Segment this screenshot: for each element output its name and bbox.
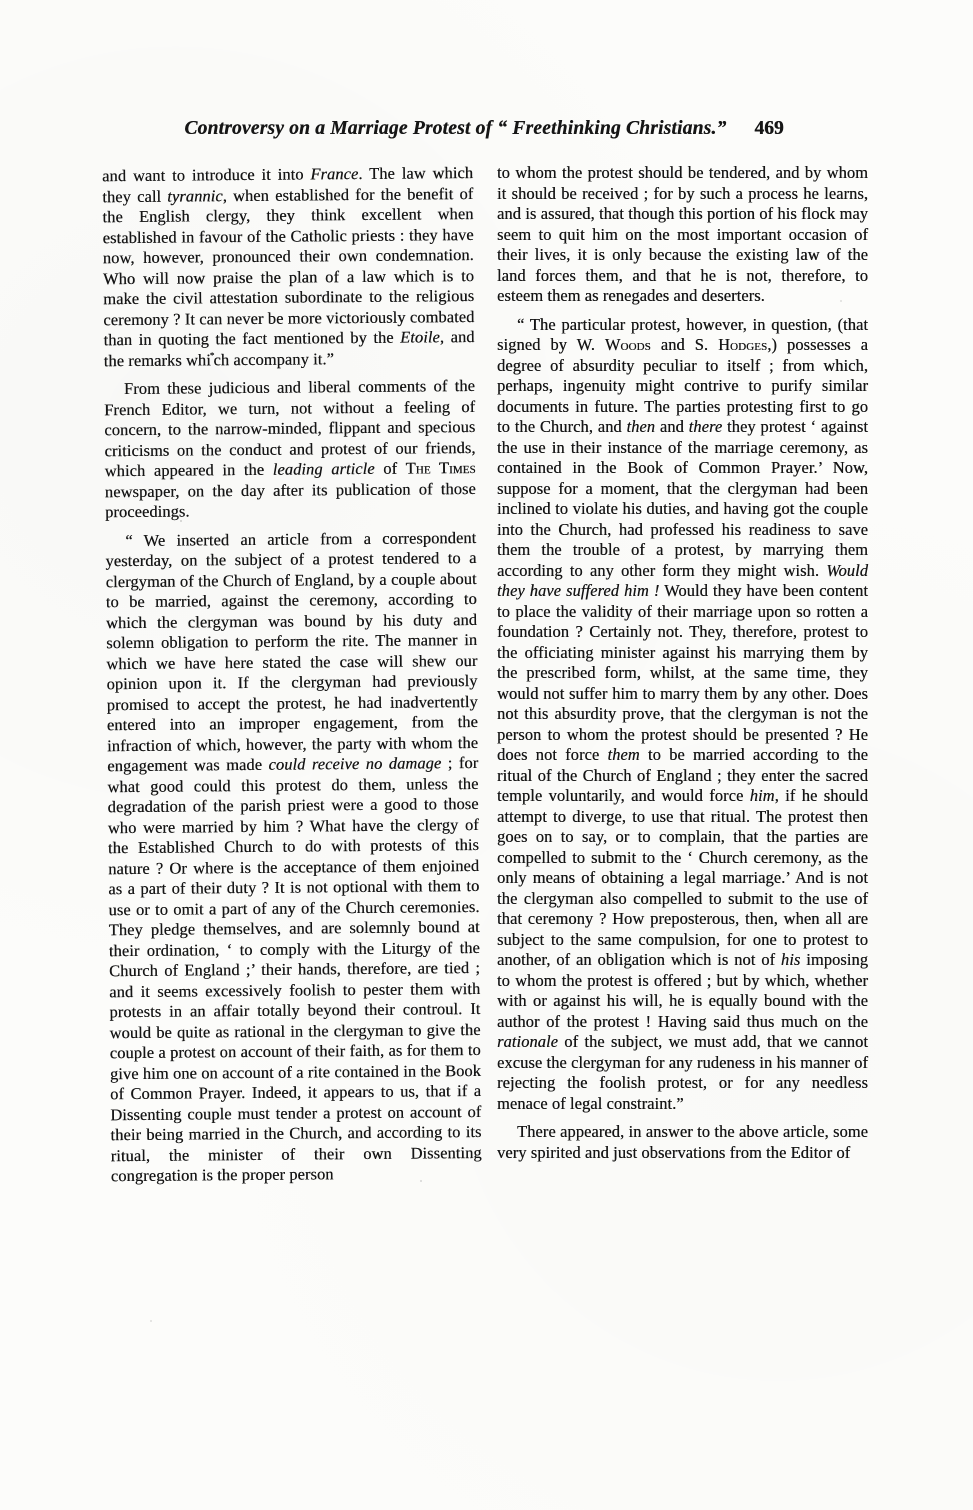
right-paragraph-2: “ The particular protest, however, in question, (that signed by W. Woods and S. Hodges,) possesses a degree of absurdity peculiar to itself ; from which, perhaps, ingenuity might contrive to purify similar documents in future. The parties protesting first to go to the Church, and then and there they protest ‘ against the use in their instance of the marriage ceremony, as contained in the Book of Common Prayer.’ Now, suppose for a moment, that the clergyman had been inclined to violate his duties, and having got the couple into the Church, had professed his readiness to save them the trouble of a protest, by marrying them according to any other form they might wish. Would they have suffered him ! Would they have been content to place the validity of their marriage upon so rotten a foundation ? Certainly not. They, therefore, protest to the officiating minister against his marrying them by the prescribed form, whilst, at the same time, they would not suffer him to marry them by any other. Does not this absurdity prove, that the clergyman is not the person to whom the protest should be presented ? He does not force them to be married according to the ritual of the Church of England ; they enter the sacred temple voluntarily, and would force him, if he should attempt to diverge, to use that ritual. The protest then goes on to say, or to complain, that the parties are compelled to submit to the ‘ Church ceremony, as the only means of obtaining a legal marriage.’ And is not the clergyman also compelled to submit to the use of that ceremony ? How preposterous, then, when all are subject to the same compulsion, for one to protest to another, of an obligation which is not of his imposing to whom the protest is offered ; but by which, whether with or against his will, he is equally bound with the author of the protest ! Having said thus much on the rationale of the subject, we must add, that we cannot excuse the clergyman for any rudeness in his manner of rejecting the foolish protest, or for any needless menace of legal constraint.” [497,314,869,1113]
right-column [497,163,868,1184]
left-paragraph-3: “ We inserted an article from a correspondent yesterday, on the subject of a protest tendered to a clergyman of the Church of England, by a couple about to be married, against the ceremony, according to which the clergyman was bound by his duty and solemn obligation to perform the rite. The manner in which we have here stated the case will shew our opinion upon it. If the clergyman had previously promised to accept the protest, he had inadvertently entered into an improper engagement, from the infraction of which, however, the party with whom the engagement was made could receive no damage ; for what good could this protest do them, unless the degradation of the parish priest were a good to those who were married by him ? What have the clergy of the Established Church to do with protests of this nature ? Or where is the acceptance of them enjoined as a part of their duty ? It is not optional with them to use or to omit a part of any of the Church ceremonies. They pledge themselves, and are solemnly bound at their ordination, ‘ to comply with the Liturgy of the Church of England ;’ their hands, therefore, are tied ; and it seems excessively foolish to pester them with protests in an affair totally beyond their controul. It would be quite as rational in the clergyman to give the couple a protest on account of their faith, as for them to give him one on account of a rite contained in the Book of Common Prayer. Indeed, it appears to us, that if a Dissenting couple must tender a protest on account of their being married in the Church, and according to its ritual, the minister of their own Dissenting congregation is the proper person [105,527,482,1186]
left-paragraph-2: From these judicious and liberal comments of the French Editor, we turn, not without a feeling of concern, to the narrow-minded, flippant and specious criticisms on the conduct and protest of our friends, which appeared in the leading article of The Times newspaper, on the day after its publication of those proceedings. [104,375,476,522]
right-paragraph-3: There appeared, in answer to the above article, some very spirited and just observations from the Editor of [497,1122,868,1162]
running-title: Controversy on a Marriage Protest of “ Freethinking Christians.” [184,118,727,139]
running-head [100,118,868,140]
page-number: 469 [754,118,784,139]
left-column [102,163,482,1187]
right-paragraph-1: to whom the protest should be tendered, and by whom it should be received ; for by such a process he learns, and is assured, that though this portion of his flock may seem to quit him on the most important occasion of their lives, it is only because the existing law of the land forces them, and that he is not, therefore, to esteem them as renegades and deserters. [497,163,868,305]
left-paragraph-1: and want to introduce it into France. The law which they call tyrannic, when established for the benefit of the English clergy, they think excellent when established in favour of the Catholic priests : they have now, however, pronounced their own condemnation. Who will now praise the plan of a law which is to make the civil attestation subordinate to the religious ceremony ? It can never be more victoriously combated than in quoting the fact mentioned by the Etoile, and the remarks whi*ch accompany it.” [102,163,475,370]
text-columns [102,163,868,1184]
